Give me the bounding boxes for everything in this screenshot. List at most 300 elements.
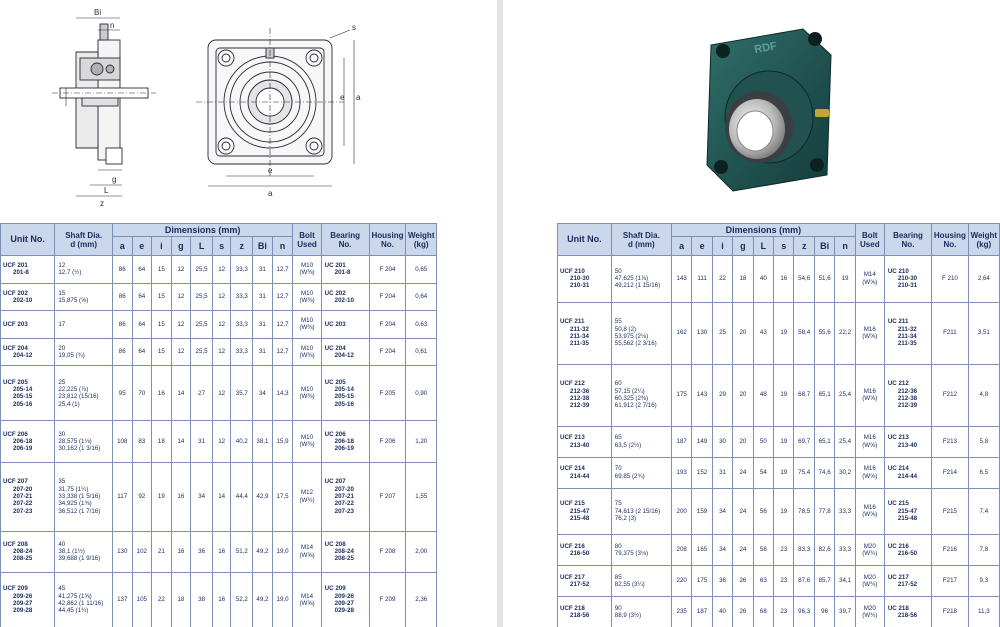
dim-cell-e: 92 <box>132 462 152 531</box>
dim-cell-l: 40 <box>753 256 773 303</box>
dim-cell-e: 143 <box>692 364 712 426</box>
dim-cell-a: 117 <box>112 462 132 531</box>
dim-cell-a: 200 <box>671 488 691 535</box>
housing-cell: F211 <box>932 302 969 364</box>
unit-no-cell: UCF 202 202-10 <box>1 283 55 311</box>
dim-cell-e: 102 <box>132 531 152 572</box>
dim-cell-n: 39,7 <box>835 597 855 627</box>
bolt-cell: M16 (W⅝) <box>855 488 884 535</box>
dim-cell-a: 86 <box>112 338 132 366</box>
dim-cell-s: 23 <box>774 535 794 566</box>
weight-cell: 2,36 <box>406 572 437 627</box>
dim-cell-z: 51,2 <box>231 531 253 572</box>
bearing-no-cell: UC 210 210-30 210-31 <box>884 256 931 303</box>
bolt-cell: M10 (W⅜) <box>293 366 321 421</box>
header-dim-i: i <box>712 237 732 256</box>
weight-cell: 9,3 <box>968 566 999 597</box>
dim-cell-z: 83,3 <box>794 535 814 566</box>
shaft-dia-cell: 60 57,15 (2¼) 60,325 (2⅜) 61,912 (2 7/16) <box>611 364 671 426</box>
weight-cell: 0,64 <box>406 283 437 311</box>
dim-cell-bi: 31 <box>253 256 273 284</box>
table-row <box>558 597 1000 627</box>
dim-cell-a: 86 <box>112 283 132 311</box>
dim-cell-l: 25,5 <box>191 311 213 339</box>
header-weight: Weight (kg) <box>406 224 437 256</box>
dim-cell-a: 137 <box>112 572 132 627</box>
dim-cell-s: 12 <box>212 311 230 339</box>
housing-cell: F216 <box>932 535 969 566</box>
bearing-no-cell: UC 207 207-20 207-21 207-22 207-23 <box>321 462 369 531</box>
housing-cell: F218 <box>932 597 969 627</box>
table-row <box>1 283 437 311</box>
dim-cell-a: 108 <box>112 421 132 462</box>
weight-cell: 5,8 <box>968 426 999 457</box>
dim-cell-g: 14 <box>171 421 191 462</box>
weight-cell: 1,20 <box>406 421 437 462</box>
bearing-no-cell: UC 214 214-44 <box>884 457 931 488</box>
header-dim-i: i <box>152 237 172 256</box>
dim-cell-g: 18 <box>171 572 191 627</box>
header-dim-e: e <box>692 237 712 256</box>
unit-no-cell: UCF 203 <box>1 311 55 339</box>
header-dim-g: g <box>733 237 753 256</box>
dim-cell-g: 16 <box>171 531 191 572</box>
dim-cell-a: 86 <box>112 256 132 284</box>
dim-cell-a: 130 <box>112 531 132 572</box>
dim-cell-bi: 55,6 <box>814 302 834 364</box>
dim-cell-e: 64 <box>132 311 152 339</box>
unit-no-cell: UCF 218 218-56 <box>558 597 612 627</box>
unit-no-cell: UCF 212 212-36 212-38 212-39 <box>558 364 612 426</box>
dim-cell-i: 21 <box>152 531 172 572</box>
bearing-no-cell: UC 215 215-47 215-48 <box>884 488 931 535</box>
label-g: g <box>112 175 117 184</box>
dim-cell-i: 15 <box>152 283 172 311</box>
dim-cell-z: 58,4 <box>794 302 814 364</box>
dim-cell-i: 15 <box>152 338 172 366</box>
dim-cell-z: 44,4 <box>231 462 253 531</box>
table-row <box>1 366 437 421</box>
housing-cell: F 204 <box>369 256 406 284</box>
header-bolt: Bolt Used <box>855 224 884 256</box>
dim-cell-n: 30,2 <box>835 457 855 488</box>
header-housing: Housing No. <box>932 224 969 256</box>
dim-cell-z: 33,3 <box>231 338 253 366</box>
dim-cell-g: 12 <box>171 256 191 284</box>
dim-cell-l: 50 <box>753 426 773 457</box>
weight-cell: 11,3 <box>968 597 999 627</box>
bearing-no-cell: UC 209 209-26 209-27 029-28 <box>321 572 369 627</box>
table-row <box>1 421 437 462</box>
header-dim-s: s <box>212 237 230 256</box>
table-row <box>1 572 437 627</box>
dim-cell-e: 152 <box>692 457 712 488</box>
unit-no-cell: UCF 217 217-52 <box>558 566 612 597</box>
dim-cell-z: 68,7 <box>794 364 814 426</box>
dim-cell-a: 235 <box>671 597 691 627</box>
dim-cell-e: 187 <box>692 597 712 627</box>
unit-no-cell: UCF 207 207-20 207-21 207-22 207-23 <box>1 462 55 531</box>
header-dim-l: L <box>753 237 773 256</box>
unit-no-cell: UCF 213 213-40 <box>558 426 612 457</box>
label-e-bottom: e <box>268 166 273 175</box>
dim-cell-l: 27 <box>191 366 213 421</box>
unit-no-cell: UCF 205 205-14 205-15 205-16 <box>1 366 55 421</box>
unit-no-cell: UCF 216 216-50 <box>558 535 612 566</box>
shaft-dia-cell: 55 50,8 (2) 53,975 (2⅛) 55,562 (2 3/16) <box>611 302 671 364</box>
dim-cell-a: 175 <box>671 364 691 426</box>
unit-no-cell: UCF 209 209-26 209-27 209-28 <box>1 572 55 627</box>
unit-no-cell: UCF 211 211-32 211-34 211-35 <box>558 302 612 364</box>
dim-cell-e: 83 <box>132 421 152 462</box>
table-row <box>1 462 437 531</box>
bearing-no-cell: UC 204 204-12 <box>321 338 369 366</box>
dim-cell-e: 130 <box>692 302 712 364</box>
dim-cell-e: 159 <box>692 488 712 535</box>
header-bearing: Bearing No. <box>321 224 369 256</box>
bearing-no-cell: UC 217 217-52 <box>884 566 931 597</box>
shaft-dia-cell: 80 79,375 (3⅛) <box>611 535 671 566</box>
label-a-right: a <box>356 93 361 102</box>
weight-cell: 1,55 <box>406 462 437 531</box>
left-table-body <box>1 256 437 627</box>
dim-cell-z: 75,4 <box>794 457 814 488</box>
header-shaft-dia: Shaft Dia. d (mm) <box>611 224 671 256</box>
weight-cell: 0,63 <box>406 311 437 339</box>
table-row <box>558 457 1000 488</box>
dim-cell-i: 34 <box>712 535 732 566</box>
dim-cell-e: 165 <box>692 535 712 566</box>
weight-cell: 0,90 <box>406 366 437 421</box>
bolt-cell: M16 (W⅝) <box>855 426 884 457</box>
header-dim-bi: Bi <box>253 237 273 256</box>
dim-cell-g: 18 <box>733 256 753 303</box>
dim-cell-z: 33,3 <box>231 311 253 339</box>
dim-cell-n: 33,3 <box>835 488 855 535</box>
dim-cell-l: 56 <box>753 488 773 535</box>
dim-cell-n: 19,0 <box>272 572 293 627</box>
bearing-no-cell: UC 206 206-18 206-19 <box>321 421 369 462</box>
spec-table-right <box>557 223 1000 627</box>
dim-cell-i: 40 <box>712 597 732 627</box>
dim-cell-s: 19 <box>774 302 794 364</box>
dim-cell-bi: 65,1 <box>814 426 834 457</box>
housing-cell: F 204 <box>369 283 406 311</box>
dim-cell-bi: 85,7 <box>814 566 834 597</box>
dim-cell-g: 16 <box>171 462 191 531</box>
shaft-dia-cell: 65 63,5 (2½) <box>611 426 671 457</box>
housing-cell: F 208 <box>369 531 406 572</box>
dim-cell-s: 19 <box>774 488 794 535</box>
dim-cell-s: 12 <box>212 256 230 284</box>
header-dim-e: e <box>132 237 152 256</box>
dim-cell-a: 187 <box>671 426 691 457</box>
dim-cell-n: 12,7 <box>272 283 293 311</box>
bolt-cell: M12 (W½) <box>293 462 321 531</box>
dim-cell-n: 14,3 <box>272 366 293 421</box>
housing-cell: F 204 <box>369 338 406 366</box>
dim-cell-bi: 65,1 <box>814 364 834 426</box>
housing-cell: F213 <box>932 426 969 457</box>
table-row <box>1 256 437 284</box>
shaft-dia-cell: 75 74,613 (2 15/16) 76,2 (3) <box>611 488 671 535</box>
header-bearing: Bearing No. <box>884 224 931 256</box>
dim-cell-bi: 31 <box>253 311 273 339</box>
shaft-dia-cell: 85 82,55 (3¼) <box>611 566 671 597</box>
bolt-cell: M16 (W⅝) <box>855 457 884 488</box>
dim-cell-z: 52,2 <box>231 572 253 627</box>
shaft-dia-cell: 20 19,05 (¾) <box>55 338 113 366</box>
label-e-right: e <box>340 93 345 102</box>
header-dim-n: n <box>835 237 855 256</box>
dim-cell-z: 33,3 <box>231 256 253 284</box>
dim-cell-e: 149 <box>692 426 712 457</box>
table-row <box>558 566 1000 597</box>
dim-cell-i: 16 <box>152 366 172 421</box>
dim-cell-n: 33,3 <box>835 535 855 566</box>
dim-cell-i: 36 <box>712 566 732 597</box>
shaft-dia-cell: 25 22,225 (⅞) 23,812 (15/16) 25,4 (1) <box>55 366 113 421</box>
dim-cell-g: 20 <box>733 302 753 364</box>
dim-cell-z: 87,6 <box>794 566 814 597</box>
table-row <box>558 488 1000 535</box>
bolt-cell: M16 (W⅝) <box>855 364 884 426</box>
bolt-cell: M14 (W⅝) <box>293 531 321 572</box>
unit-no-cell: UCF 204 204-12 <box>1 338 55 366</box>
dim-cell-bi: 49,2 <box>253 531 273 572</box>
weight-cell: 6,5 <box>968 457 999 488</box>
dim-cell-g: 20 <box>733 426 753 457</box>
dim-cell-z: 69,7 <box>794 426 814 457</box>
shaft-dia-cell: 15 15,875 (⅝) <box>55 283 113 311</box>
dim-cell-s: 14 <box>212 462 230 531</box>
dim-cell-s: 19 <box>774 457 794 488</box>
bearing-no-cell: UC 216 216-50 <box>884 535 931 566</box>
dim-cell-bi: 49,2 <box>253 572 273 627</box>
dim-cell-s: 16 <box>774 256 794 303</box>
photo-brand-text: RDF <box>753 40 778 56</box>
table-row <box>1 531 437 572</box>
weight-cell: 3,51 <box>968 302 999 364</box>
header-dim-z: z <box>794 237 814 256</box>
dim-cell-bi: 51,6 <box>814 256 834 303</box>
header-dimensions: Dimensions (mm) <box>671 224 855 237</box>
bearing-no-cell: UC 205 205-14 205-15 205-16 <box>321 366 369 421</box>
shaft-dia-cell: 90 88,9 (3½) <box>611 597 671 627</box>
bolt-cell: M14 (W⅝) <box>293 572 321 627</box>
table-row <box>558 426 1000 457</box>
bearing-no-cell: UC 202 202-10 <box>321 283 369 311</box>
dim-cell-s: 16 <box>212 531 230 572</box>
dim-cell-s: 12 <box>212 421 230 462</box>
weight-cell: 7,4 <box>968 488 999 535</box>
dim-cell-bi: 82,6 <box>814 535 834 566</box>
dim-cell-i: 22 <box>152 572 172 627</box>
dim-cell-n: 12,7 <box>272 256 293 284</box>
dim-cell-i: 30 <box>712 426 732 457</box>
bolt-cell: M10 (W⅜) <box>293 311 321 339</box>
dim-cell-e: 70 <box>132 366 152 421</box>
header-dim-g: g <box>171 237 191 256</box>
dim-cell-z: 54,6 <box>794 256 814 303</box>
header-dim-l: L <box>191 237 213 256</box>
bolt-cell: M16 (W⅝) <box>855 302 884 364</box>
shaft-dia-cell: 17 <box>55 311 113 339</box>
dim-cell-l: 54 <box>753 457 773 488</box>
table-row <box>558 302 1000 364</box>
header-shaft-dia: Shaft Dia. d (mm) <box>55 224 113 256</box>
dim-cell-a: 208 <box>671 535 691 566</box>
bearing-no-cell: UC 203 <box>321 311 369 339</box>
header-housing: Housing No. <box>369 224 406 256</box>
dim-cell-i: 22 <box>712 256 732 303</box>
dim-cell-z: 33,3 <box>231 283 253 311</box>
dim-cell-i: 18 <box>152 421 172 462</box>
label-bi: Bi <box>94 8 102 17</box>
table-row <box>558 256 1000 303</box>
weight-cell: 0,65 <box>406 256 437 284</box>
dim-cell-i: 25 <box>712 302 732 364</box>
dim-cell-a: 143 <box>671 256 691 303</box>
dim-cell-n: 12,7 <box>272 338 293 366</box>
dim-cell-bi: 31 <box>253 338 273 366</box>
weight-cell: 4,8 <box>968 364 999 426</box>
dim-cell-z: 78,5 <box>794 488 814 535</box>
unit-no-cell: UCF 210 210-30 210-31 <box>558 256 612 303</box>
dim-cell-z: 96,3 <box>794 597 814 627</box>
shaft-dia-cell: 12 12,7 (½) <box>55 256 113 284</box>
header-weight: Weight (kg) <box>968 224 999 256</box>
dim-cell-n: 22,2 <box>835 302 855 364</box>
shaft-dia-cell: 30 28,575 (1⅛) 30,162 (1 3/16) <box>55 421 113 462</box>
dim-cell-z: 35,7 <box>231 366 253 421</box>
dim-cell-a: 193 <box>671 457 691 488</box>
bearing-no-cell: UC 208 208-24 208-25 <box>321 531 369 572</box>
dim-cell-g: 12 <box>171 283 191 311</box>
bearing-no-cell: UC 218 218-56 <box>884 597 931 627</box>
flange-bearing-photo <box>703 25 833 195</box>
dim-cell-l: 63 <box>753 566 773 597</box>
header-dim-a: a <box>671 237 691 256</box>
dim-cell-s: 23 <box>774 597 794 627</box>
dim-cell-l: 68 <box>753 597 773 627</box>
unit-no-cell: UCF 201 201-8 <box>1 256 55 284</box>
dim-cell-bi: 34 <box>253 366 273 421</box>
unit-no-cell: UCF 208 208-24 208-25 <box>1 531 55 572</box>
dim-cell-s: 12 <box>212 338 230 366</box>
spec-table-left <box>0 223 437 627</box>
dim-cell-s: 12 <box>212 366 230 421</box>
dim-cell-g: 26 <box>733 566 753 597</box>
table-row <box>558 535 1000 566</box>
dim-cell-l: 43 <box>753 302 773 364</box>
label-z: z <box>100 199 104 208</box>
bearing-no-cell: UC 213 213-40 <box>884 426 931 457</box>
header-dim-bi: Bi <box>814 237 834 256</box>
right-page <box>503 0 1000 627</box>
table-row <box>558 364 1000 426</box>
header-unit-no: Unit No. <box>558 224 612 256</box>
bolt-cell: M10 (W⅜) <box>293 421 321 462</box>
dim-cell-e: 105 <box>132 572 152 627</box>
bearing-no-cell: UC 211 211-32 211-34 211-35 <box>884 302 931 364</box>
dim-cell-l: 31 <box>191 421 213 462</box>
dim-cell-l: 34 <box>191 462 213 531</box>
dim-cell-z: 40,2 <box>231 421 253 462</box>
dim-cell-bi: 38,1 <box>253 421 273 462</box>
shaft-dia-cell: 50 47,625 (1⅞) 49,212 (1 15/16) <box>611 256 671 303</box>
dim-cell-n: 25,4 <box>835 364 855 426</box>
dim-cell-bi: 77,8 <box>814 488 834 535</box>
label-s: s <box>352 23 356 32</box>
housing-cell: F 205 <box>369 366 406 421</box>
dim-cell-a: 162 <box>671 302 691 364</box>
shaft-dia-cell: 40 38,1 (1½) 39,688 (1 9/16) <box>55 531 113 572</box>
dim-cell-i: 15 <box>152 256 172 284</box>
dim-cell-n: 19,0 <box>272 531 293 572</box>
dim-cell-g: 12 <box>171 338 191 366</box>
unit-no-cell: UCF 215 215-47 215-48 <box>558 488 612 535</box>
dim-cell-n: 15,9 <box>272 421 293 462</box>
dim-cell-a: 95 <box>112 366 132 421</box>
header-dimensions: Dimensions (mm) <box>112 224 292 237</box>
dim-cell-s: 19 <box>774 364 794 426</box>
dim-cell-i: 19 <box>152 462 172 531</box>
header-dim-a: a <box>112 237 132 256</box>
dim-cell-a: 220 <box>671 566 691 597</box>
weight-cell: 2,64 <box>968 256 999 303</box>
dim-cell-l: 58 <box>753 535 773 566</box>
header-dim-z: z <box>231 237 253 256</box>
bolt-cell: M20 (W¾) <box>855 597 884 627</box>
dim-cell-e: 64 <box>132 256 152 284</box>
housing-cell: F217 <box>932 566 969 597</box>
dim-cell-g: 24 <box>733 457 753 488</box>
dim-cell-bi: 42,9 <box>253 462 273 531</box>
dim-cell-bi: 96 <box>814 597 834 627</box>
bolt-cell: M10 (W⅜) <box>293 338 321 366</box>
left-page <box>0 0 497 627</box>
housing-cell: F214 <box>932 457 969 488</box>
technical-drawing <box>0 0 497 222</box>
weight-cell: 2,00 <box>406 531 437 572</box>
header-dim-n: n <box>272 237 293 256</box>
dim-cell-e: 64 <box>132 283 152 311</box>
unit-no-cell: UCF 214 214-44 <box>558 457 612 488</box>
unit-no-cell: UCF 206 206-18 206-19 <box>1 421 55 462</box>
header-dim-s: s <box>774 237 794 256</box>
dim-cell-e: 175 <box>692 566 712 597</box>
dim-cell-g: 24 <box>733 488 753 535</box>
dim-cell-s: 19 <box>774 426 794 457</box>
dim-cell-n: 17,5 <box>272 462 293 531</box>
housing-cell: F212 <box>932 364 969 426</box>
dim-cell-bi: 74,6 <box>814 457 834 488</box>
housing-cell: F 210 <box>932 256 969 303</box>
bolt-cell: M10 (W⅜) <box>293 283 321 311</box>
header-bolt: Bolt Used <box>293 224 321 256</box>
dim-cell-g: 14 <box>171 366 191 421</box>
dim-cell-i: 34 <box>712 488 732 535</box>
dim-cell-n: 12,7 <box>272 311 293 339</box>
dim-cell-s: 16 <box>212 572 230 627</box>
dim-cell-n: 34,1 <box>835 566 855 597</box>
dim-cell-l: 25,5 <box>191 338 213 366</box>
dim-cell-l: 48 <box>753 364 773 426</box>
weight-cell: 7,8 <box>968 535 999 566</box>
bolt-cell: M20 (W¾) <box>855 566 884 597</box>
dim-cell-n: 25,4 <box>835 426 855 457</box>
